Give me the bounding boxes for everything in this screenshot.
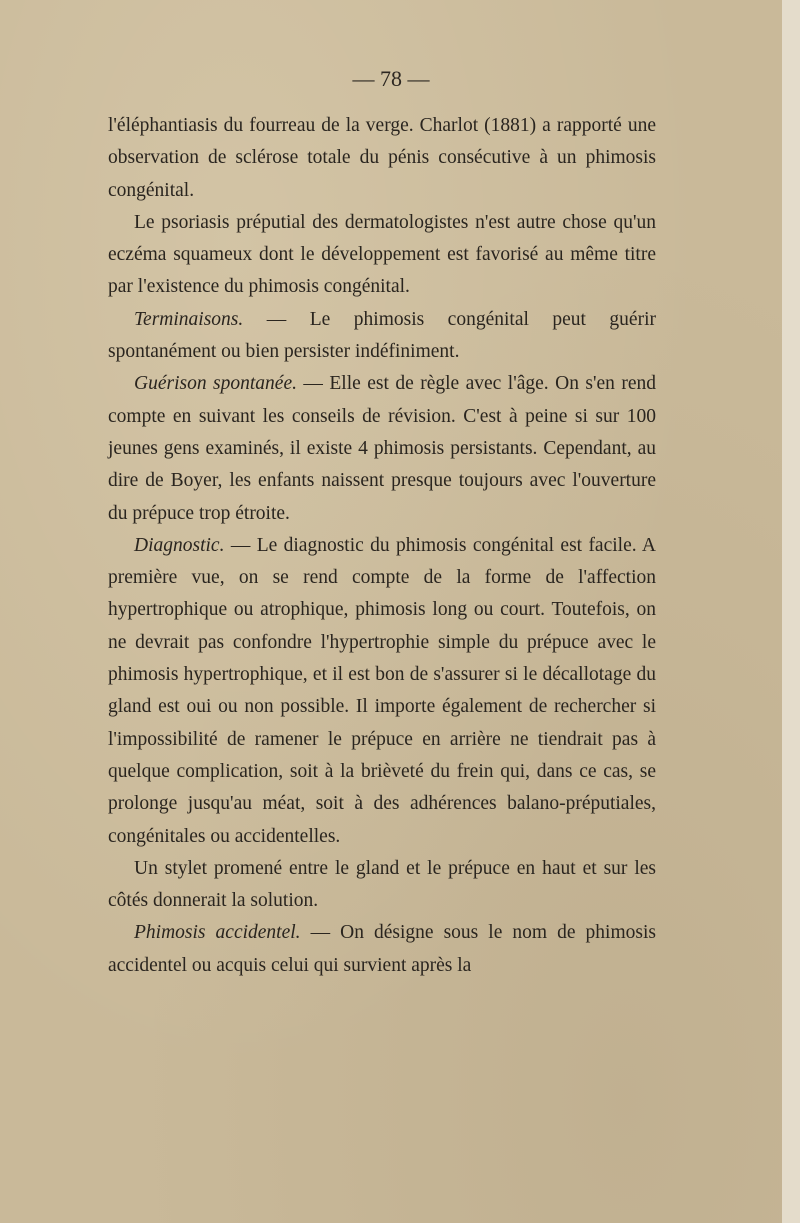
paragraph-text: — Le phimosis congénital peut guérir spontanément ou bien persister indéfiniment. (108, 308, 656, 363)
paragraph (108, 368, 656, 529)
paragraph-text: Le psoriasis préputial des dermatologistes n'est autre chose qu'un eczéma squameux dont le développement est favorisé au même titre par l'existence du phimosis congénital. (108, 211, 656, 298)
body-text (108, 110, 656, 982)
paragraph-text: — Le diagnostic du phimosis congénital est facile. A première vue, on se rend compte de la forme de l'affection hypertrophique ou atrophique, phimosis long ou court. Toutefois, on ne devrait pas confondre l'hypertrophie simple du prépuce avec le phimosis hypertrophique, et il est bon de s'assurer si le décallotage du gland est oui ou non possible. Il importe également de rechercher si l'impossibilité de ramener le prépuce en arrière ne tiendrait pas à quelque complication, soit à la brièveté du frein qui, dans ce cas, se prolonge jusqu'au méat, soit à des adhérences balano-préputiales, congénitales ou accidentelles. (108, 534, 656, 847)
paragraph (108, 853, 656, 918)
paragraph-heading: Phimosis accidentel. (134, 922, 301, 944)
paragraph-text: — Elle est de règle avec l'âge. On s'en rend compte en suivant les conseils de révision. C'est à peine si sur 100 jeunes gens examinés, il existe 4 phimosis persistants. Cependant, au dire de Boyer, les enfants naissent presque toujours avec l'ouverture du prépuce trop étroite. (108, 373, 656, 524)
paragraph-heading: Terminaisons. (134, 308, 244, 330)
paragraph (108, 207, 656, 304)
paragraph (108, 917, 656, 982)
page-number: — 78 — (352, 66, 430, 91)
paragraph-text: l'éléphantiasis du fourreau de la verge. Charlot (1881) a rapporté une observation de sclérose totale du pénis consécutive à un phimosis congénital. (108, 115, 656, 201)
page-edge (782, 0, 800, 1223)
paragraph (108, 530, 656, 853)
paragraph (108, 304, 656, 369)
paragraph-heading: Diagnostic. (134, 534, 225, 556)
paragraph-text: — On désigne sous le nom de phimosis accidentel ou acquis celui qui survient après la (108, 922, 656, 976)
paragraph (108, 110, 656, 207)
paragraph-heading: Guérison spontanée. (134, 373, 297, 395)
paragraph-text: Un stylet promené entre le gland et le prépuce en haut et sur les côtés donnerait la solution. (108, 857, 656, 912)
